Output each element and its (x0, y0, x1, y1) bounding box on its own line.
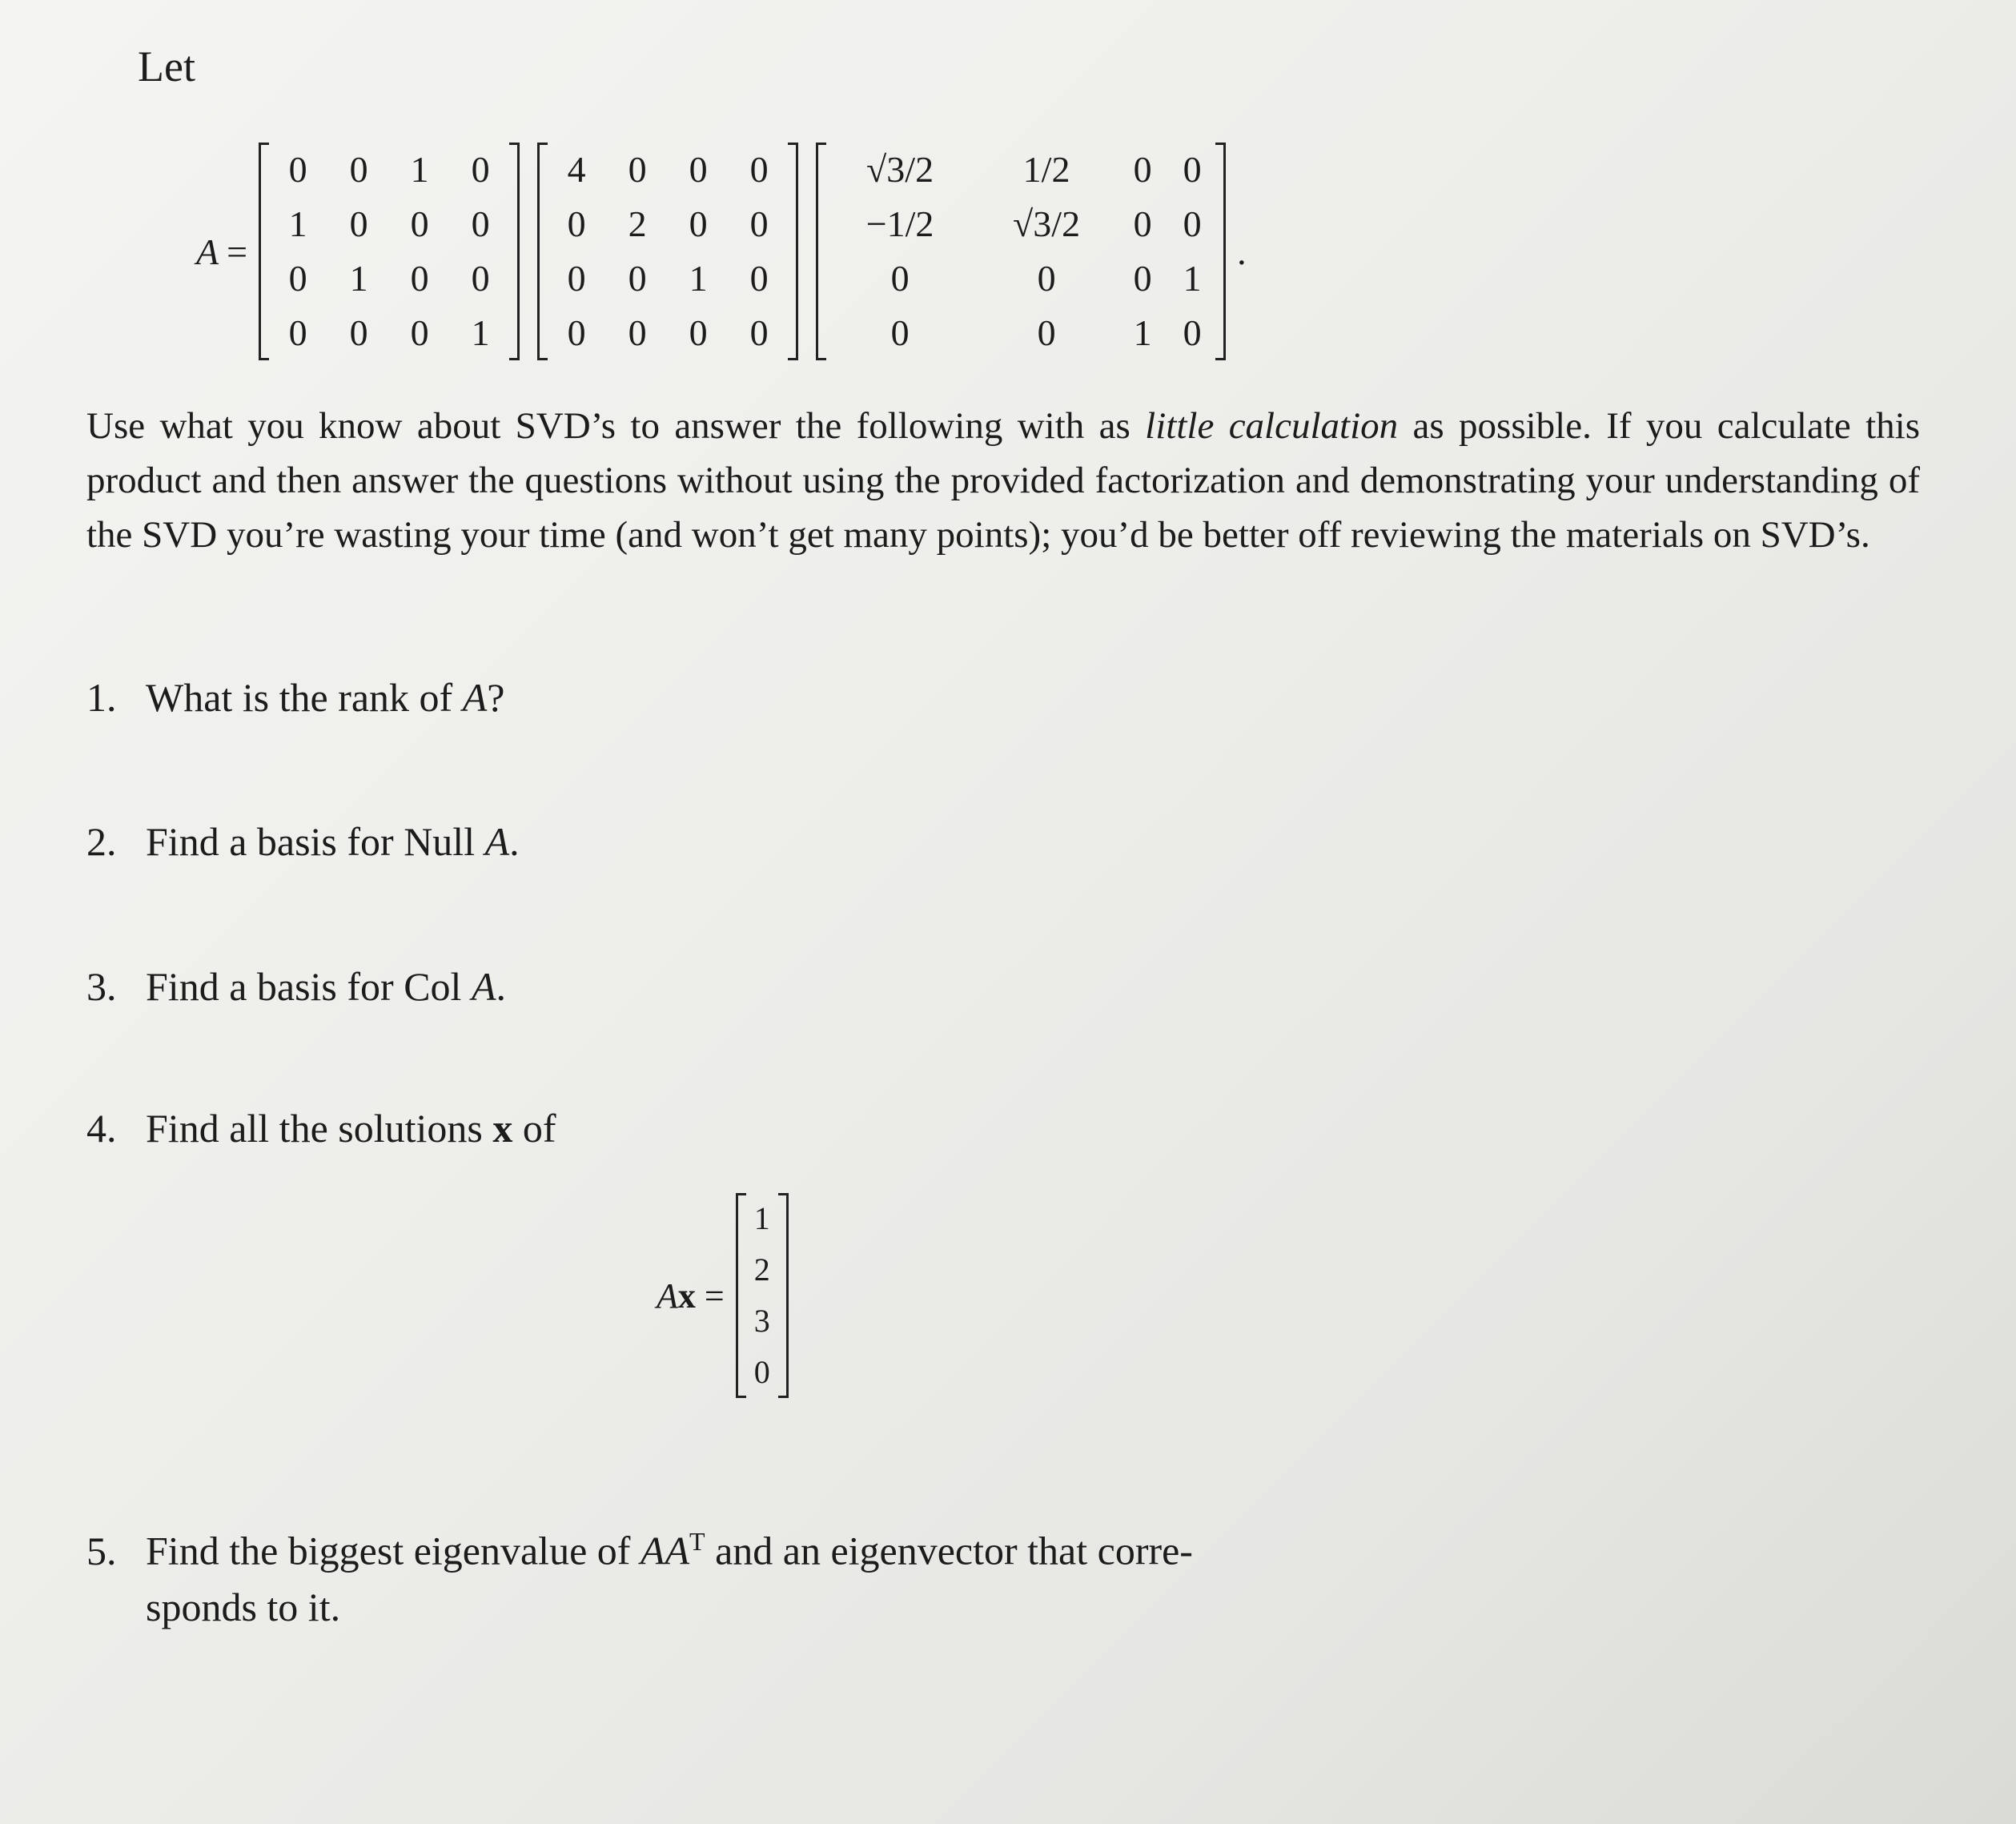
matrix-entry: 1 (471, 312, 490, 353)
matrix-entry: 0 (1183, 149, 1202, 190)
matrix-entry: 0 (410, 203, 429, 244)
matrix-entry: √3/2 (1013, 203, 1081, 244)
matrix-entry: 0 (471, 149, 490, 190)
matrix-entry: 0 (410, 258, 429, 299)
matrix-entry: 0 (567, 312, 586, 353)
question-4: 4. Find all the solutions x of (86, 1106, 556, 1151)
matrix-entry: 0 (1037, 258, 1056, 299)
matrix-entry: √3/2 (866, 149, 934, 190)
ax-lhs: Ax = (657, 1276, 725, 1316)
matrix-entry: 0 (471, 258, 490, 299)
matrix-entry: 1/2 (1022, 149, 1070, 190)
matrix-entry: 0 (689, 312, 708, 353)
matrix-entry: 2 (628, 203, 647, 244)
matrix-entry: 0 (1183, 203, 1202, 244)
matrix-entry: 3 (753, 1303, 770, 1339)
question-1: 1. What is the rank of A? (86, 675, 505, 720)
matrix-entry: 1 (1183, 258, 1202, 299)
matrix-entry: 0 (1183, 312, 1202, 353)
matrix-entry: 0 (628, 258, 647, 299)
matrix-entry: 0 (689, 149, 708, 190)
matrix-entry: 0 (753, 1354, 770, 1390)
matrix-entry: 0 (628, 149, 647, 190)
equation-lhs: A = (196, 231, 248, 272)
matrix-entry: 0 (567, 203, 586, 244)
matrix-entry: 0 (349, 312, 368, 353)
question-5: 5. Find the biggest eigenvalue of $AA^T$ and an eigenvector that corre- sponds to it. (86, 1527, 1193, 1629)
matrix-entry: 0 (1037, 312, 1056, 353)
intro-text: Let (138, 42, 195, 90)
matrix-entry: 1 (349, 258, 368, 299)
emphasis-text: little calculation (1145, 405, 1399, 447)
matrix-entry: 0 (628, 312, 647, 353)
matrix-entry: 0 (749, 149, 769, 190)
question-2: 2. Find a basis for Null A. (86, 819, 520, 864)
matrix-entry: 0 (288, 149, 307, 190)
matrix-entry: 4 (567, 149, 586, 190)
matrix-entry: 0 (749, 258, 769, 299)
matrix-entry: 0 (1133, 258, 1152, 299)
ax-equation (657, 1193, 806, 1398)
matrix-entry: 1 (288, 203, 307, 244)
matrix-entry: 0 (471, 203, 490, 244)
matrix-entry: 1 (689, 258, 708, 299)
matrix-entry: 0 (410, 312, 429, 353)
matrix-entry: 0 (1133, 149, 1152, 190)
matrix-entry: 1 (753, 1200, 770, 1236)
matrix-entry: 0 (349, 149, 368, 190)
instructions-paragraph: Use what you know about SVD’s to answer the following with as little calculation as possible. If you calculate this product and then answer the questions without using the provided factorization and demonstrating your understanding of the SVD you’re wasting your time (and won’t get many points); you’d be better off reviewing the materials on SVD’s. (86, 405, 1921, 556)
matrix-entry: 0 (749, 203, 769, 244)
matrix-vt (816, 143, 1226, 360)
matrix-entry: 0 (890, 312, 910, 353)
matrix-entry: 0 (567, 258, 586, 299)
matrix-entry: 0 (288, 258, 307, 299)
matrix-entry: 1 (410, 149, 429, 190)
matrix-entry: 0 (288, 312, 307, 353)
matrix-u (259, 143, 520, 360)
matrix-entry: 1 (1133, 312, 1152, 353)
matrix-entry: 2 (753, 1251, 770, 1288)
question-3: 3. Find a basis for Col A. (86, 964, 506, 1009)
matrix-entry: 0 (689, 203, 708, 244)
matrix-entry: 0 (890, 258, 910, 299)
equation-period: . (1237, 231, 1247, 272)
vector-b (736, 1193, 789, 1398)
matrix-entry: −1/2 (865, 203, 934, 244)
matrix-entry: 0 (1133, 203, 1152, 244)
matrix-entry: 0 (349, 203, 368, 244)
matrix-entry: 0 (749, 312, 769, 353)
matrix-sigma (537, 143, 798, 360)
svd-equation (196, 143, 1247, 360)
